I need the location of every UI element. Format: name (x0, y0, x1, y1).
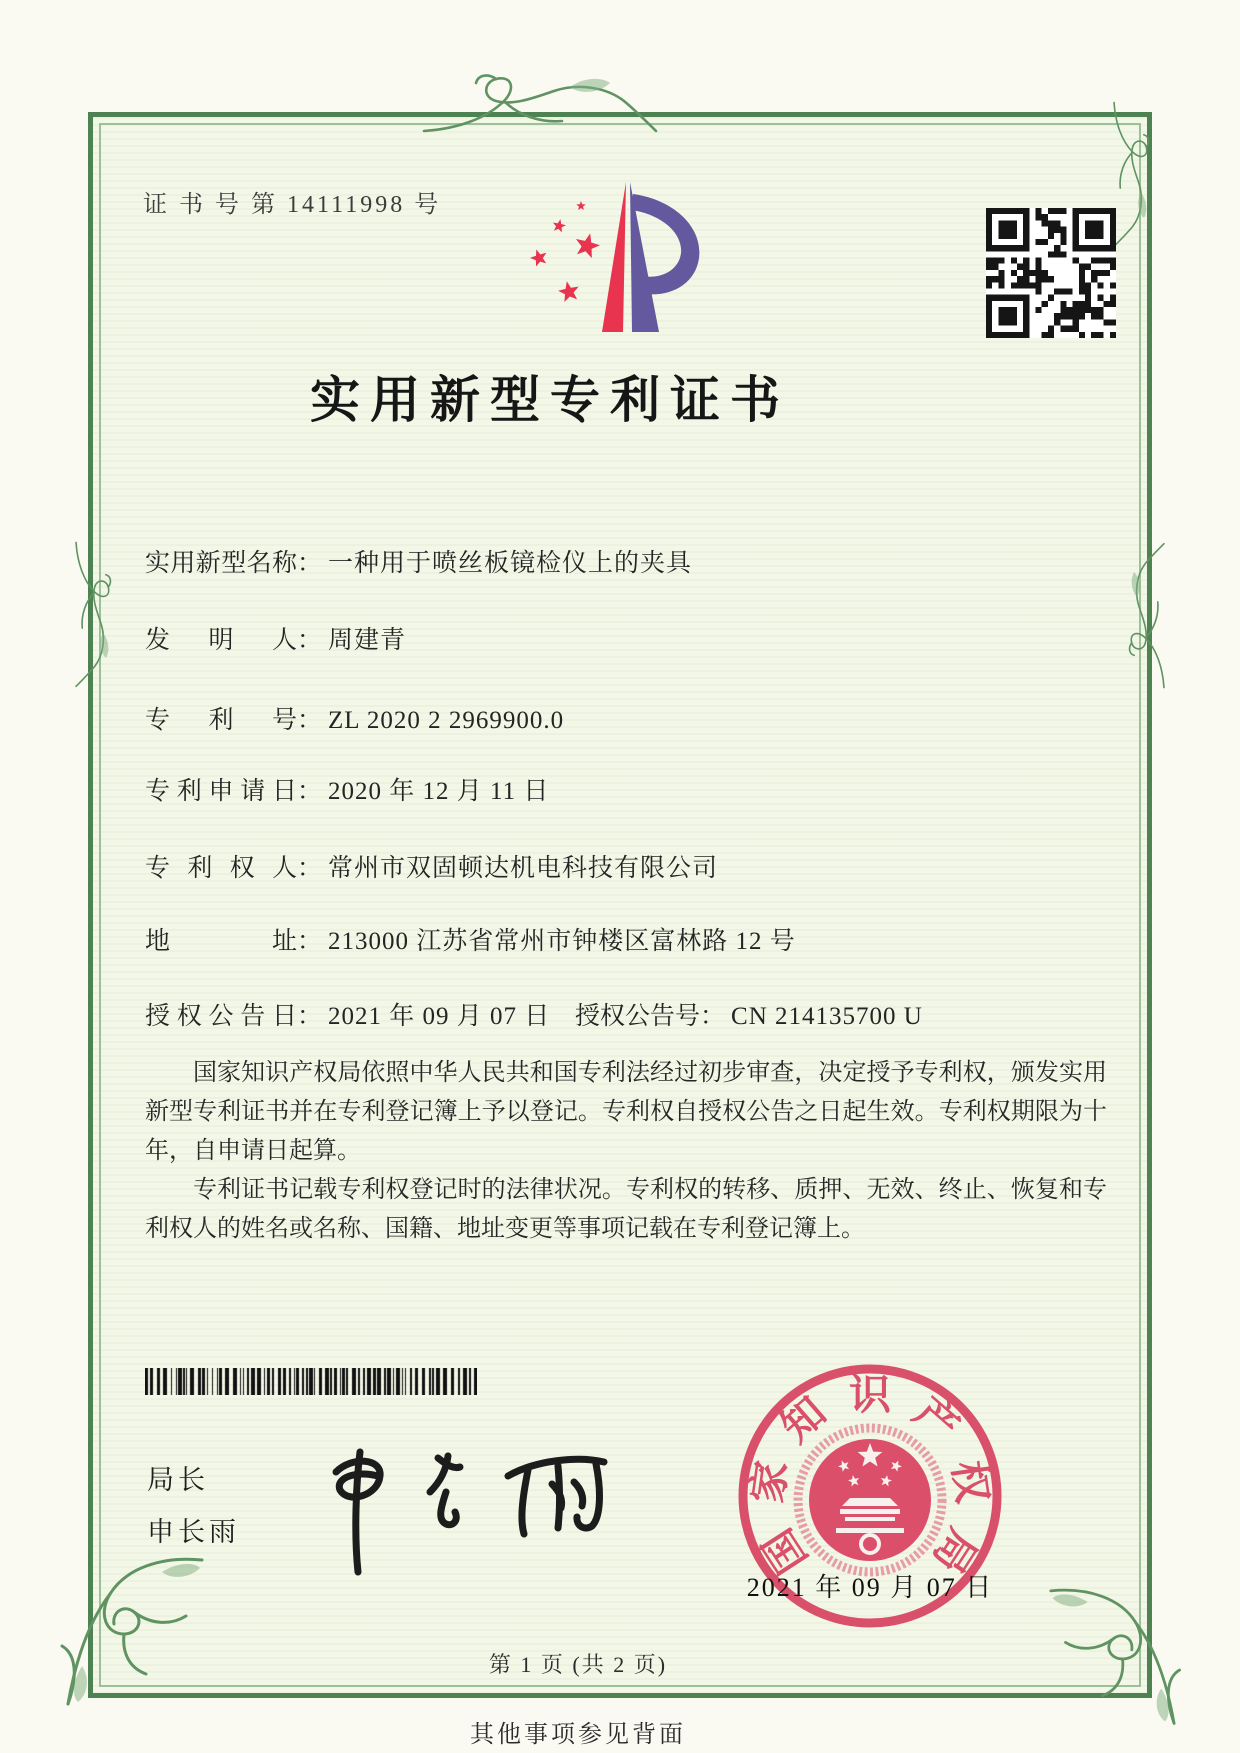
field-label: 地址 (145, 928, 297, 955)
barcode (145, 1368, 477, 1395)
officer-title: 局长 (147, 1465, 209, 1495)
svg-text:识: 识 (848, 1373, 892, 1419)
commissioner-signature (290, 1414, 640, 1599)
field-row-patentee: 专利权人： 常州市双固顿达机电科技有限公司 (145, 848, 718, 884)
field-value: ZL 2020 2 2969900.0 (328, 707, 565, 734)
field-row-utility-model-name: 实用新型名称： 一种用于喷丝板镜检仪上的夹具 (145, 543, 692, 579)
field-label: 专利申请日 (145, 778, 297, 805)
field-value: 常州市双固顿达机电科技有限公司 (328, 855, 719, 882)
field-label: 专利号 (145, 707, 297, 734)
officer-name: 申长雨 (147, 1517, 240, 1547)
field-row-inventor: 发明人： 周建青 (145, 620, 406, 656)
svg-text:知: 知 (773, 1389, 836, 1452)
grant-number-group: 授权公告号： CN 214135700 U (575, 1003, 923, 1030)
field-row-grant: 授权公告日： 2021 年 09 月 07 日 授权公告号： CN 214135700 U (145, 996, 550, 1032)
page-number: 第 1 页 (共 2 页) (488, 1652, 668, 1677)
legal-paragraph-2: 专利证书记载专利权登记时的法律状况。专利权的转移、质押、无效、终止、恢复和专利权人的姓名或名称、国籍、地址变更等事项记载在专利登记簿上。 (145, 1177, 1107, 1242)
svg-text:家: 家 (745, 1458, 797, 1507)
seal-date: 2021 年 09 月 07 日 (746, 1573, 994, 1602)
cnipa-patent-logo-icon (505, 178, 710, 350)
field-value: 2020 年 12 月 11 日 (328, 778, 550, 805)
qr-code (986, 208, 1116, 338)
field-row-patent-number: 专利号： ZL 2020 2 2969900.0 (145, 700, 564, 736)
field-value: 周建青 (328, 627, 407, 654)
back-side-note: 其他事项参见背面 (470, 1722, 686, 1748)
svg-text:局: 局 (923, 1520, 985, 1581)
svg-text:国: 国 (755, 1520, 817, 1581)
field-label: 专利权人 (145, 855, 297, 882)
field-value: 2021 年 09 月 07 日 (328, 1003, 551, 1030)
field-label: 发明人 (145, 627, 297, 654)
field-value: CN 214135700 U (731, 1003, 923, 1030)
svg-text:权: 权 (943, 1458, 995, 1507)
field-value: 213000 江苏省常州市钟楼区富林路 12 号 (328, 928, 796, 955)
field-label: 实用新型名称 (145, 550, 297, 577)
svg-text:产: 产 (904, 1389, 967, 1452)
field-row-address: 地址： 213000 江苏省常州市钟楼区富林路 12 号 (145, 921, 796, 957)
field-value: 一种用于喷丝板镜检仪上的夹具 (328, 550, 693, 577)
field-label: 授权公告号 (575, 1003, 701, 1030)
legal-paragraph-1: 国家知识产权局依照中华人民共和国专利法经过初步审查，决定授予专利权，颁发实用新型专利证书并在专利登记簿上予以登记。专利权自授权公告之日起生效。专利权期限为十年，自申请日起算。 (145, 1060, 1107, 1164)
certificate-title: 实用新型专利证书 (310, 372, 790, 428)
legal-text-block (145, 1054, 1107, 1249)
certificate-number: 证 书 号 第 14111998 号 (143, 192, 442, 218)
field-row-filing-date: 专利申请日： 2020 年 12 月 11 日 (145, 771, 549, 807)
field-label: 授权公告日 (145, 1003, 297, 1030)
